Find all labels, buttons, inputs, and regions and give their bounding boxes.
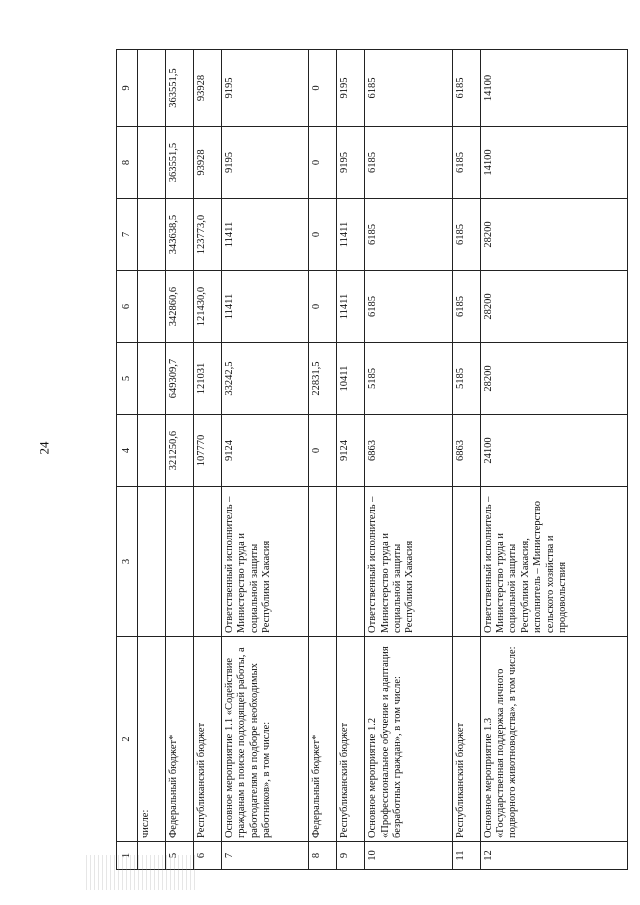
item-name-cell: Федеральный бюджет*	[309, 637, 337, 842]
value-cell: 93928	[193, 50, 221, 127]
header-cell: 8	[117, 127, 138, 199]
value-cell: 121430,0	[193, 271, 221, 343]
value-cell: 121031	[193, 343, 221, 415]
value-cell: 6185	[365, 271, 453, 343]
header-cell: 2	[117, 637, 138, 842]
scan-artifact	[86, 855, 196, 890]
value-cell: 9124	[337, 415, 365, 487]
row-number-cell: 9	[337, 842, 365, 870]
value-cell: 28200	[480, 271, 627, 343]
value-cell: 28200	[480, 343, 627, 415]
value-cell: 363551,5	[165, 50, 193, 127]
value-cell: 33242,5	[221, 343, 309, 415]
value-cell: 0	[309, 415, 337, 487]
value-cell: 10411	[337, 343, 365, 415]
row-number-cell: 11	[452, 842, 480, 870]
table-row	[309, 50, 337, 870]
row-number-cell: 12	[480, 842, 627, 870]
value-cell: 0	[309, 271, 337, 343]
executor-cell: Ответственный исполнитель – Министерство труда и социальной защиты Республики Хакасия, исполнитель – Министерство сельского хозяйства и продовольствия	[480, 487, 627, 637]
executor-cell	[337, 487, 365, 637]
table-row	[165, 50, 193, 870]
table-row	[365, 50, 453, 870]
value-cell: 93928	[193, 127, 221, 199]
table-rotated-wrapper	[116, 50, 628, 870]
page-number: 24	[36, 441, 52, 455]
value-cell	[138, 343, 166, 415]
value-cell: 6185	[452, 50, 480, 127]
value-cell: 22831,5	[309, 343, 337, 415]
value-cell: 6863	[452, 415, 480, 487]
row-number-cell: 8	[309, 842, 337, 870]
value-cell: 6863	[365, 415, 453, 487]
value-cell: 6185	[452, 199, 480, 271]
executor-cell	[165, 487, 193, 637]
executor-cell	[138, 487, 166, 637]
header-cell: 9	[117, 50, 138, 127]
value-cell: 0	[309, 199, 337, 271]
value-cell: 649309,7	[165, 343, 193, 415]
table-row	[452, 50, 480, 870]
header-row	[117, 50, 138, 870]
value-cell: 9195	[337, 127, 365, 199]
value-cell: 11411	[221, 271, 309, 343]
value-cell: 6185	[365, 127, 453, 199]
value-cell: 0	[309, 50, 337, 127]
item-name-cell: Основное мероприятие 1.3 «Государственная поддержка личного подворного животноводства», в том числе:	[480, 637, 627, 842]
row-number-cell: 10	[365, 842, 453, 870]
header-cell: 6	[117, 271, 138, 343]
value-cell: 321250,6	[165, 415, 193, 487]
value-cell: 0	[309, 127, 337, 199]
value-cell: 14100	[480, 127, 627, 199]
item-name-cell: Республиканский бюджет	[452, 637, 480, 842]
header-cell: 3	[117, 487, 138, 637]
value-cell	[138, 50, 166, 127]
item-name-cell: Основное мероприятие 1.2 «Профессиональное обучение и адаптация безработных граждан», в том числе:	[365, 637, 453, 842]
row-number-cell: 5	[165, 842, 193, 870]
value-cell: 5185	[452, 343, 480, 415]
value-cell: 11411	[337, 199, 365, 271]
table-row	[337, 50, 365, 870]
value-cell: 9195	[221, 127, 309, 199]
header-cell: 7	[117, 199, 138, 271]
value-cell	[138, 127, 166, 199]
item-name-cell: числе:	[138, 637, 166, 842]
table-row	[480, 50, 627, 870]
item-name-cell: Основное мероприятие 1.1 «Содействие гражданам в поиске подходящей работы, а работодателям в подборе необходимых работников», в том числе:	[221, 637, 309, 842]
value-cell: 24100	[480, 415, 627, 487]
value-cell: 28200	[480, 199, 627, 271]
value-cell	[138, 199, 166, 271]
row-number-cell: 6	[193, 842, 221, 870]
value-cell: 6185	[365, 50, 453, 127]
executor-cell: Ответственный исполнитель – Министерство труда и социальной защиты Республики Хакасия	[365, 487, 453, 637]
item-name-cell: Федеральный бюджет*	[165, 637, 193, 842]
row-number-cell: 7	[221, 842, 309, 870]
value-cell	[138, 271, 166, 343]
value-cell: 5185	[365, 343, 453, 415]
value-cell: 6185	[452, 127, 480, 199]
value-cell: 9195	[221, 50, 309, 127]
value-cell: 11411	[221, 199, 309, 271]
header-cell: 1	[117, 842, 138, 870]
executor-cell	[309, 487, 337, 637]
value-cell: 9124	[221, 415, 309, 487]
value-cell: 14100	[480, 50, 627, 127]
item-name-cell: Республиканский бюджет	[193, 637, 221, 842]
value-cell: 6185	[365, 199, 453, 271]
budget-table	[116, 49, 628, 870]
executor-cell	[193, 487, 221, 637]
value-cell: 107770	[193, 415, 221, 487]
table-row	[138, 50, 166, 870]
table-row	[193, 50, 221, 870]
value-cell: 342860,6	[165, 271, 193, 343]
executor-cell: Ответственный исполнитель – Министерство труда и социальной защиты Республики Хакасия	[221, 487, 309, 637]
value-cell: 11411	[337, 271, 365, 343]
table-row	[221, 50, 309, 870]
value-cell	[138, 415, 166, 487]
header-cell: 4	[117, 415, 138, 487]
value-cell: 6185	[452, 271, 480, 343]
header-cell: 5	[117, 343, 138, 415]
value-cell: 123773,0	[193, 199, 221, 271]
value-cell: 9195	[337, 50, 365, 127]
value-cell: 343638,5	[165, 199, 193, 271]
executor-cell	[452, 487, 480, 637]
value-cell: 363551,5	[165, 127, 193, 199]
item-name-cell: Республиканский бюджет	[337, 637, 365, 842]
